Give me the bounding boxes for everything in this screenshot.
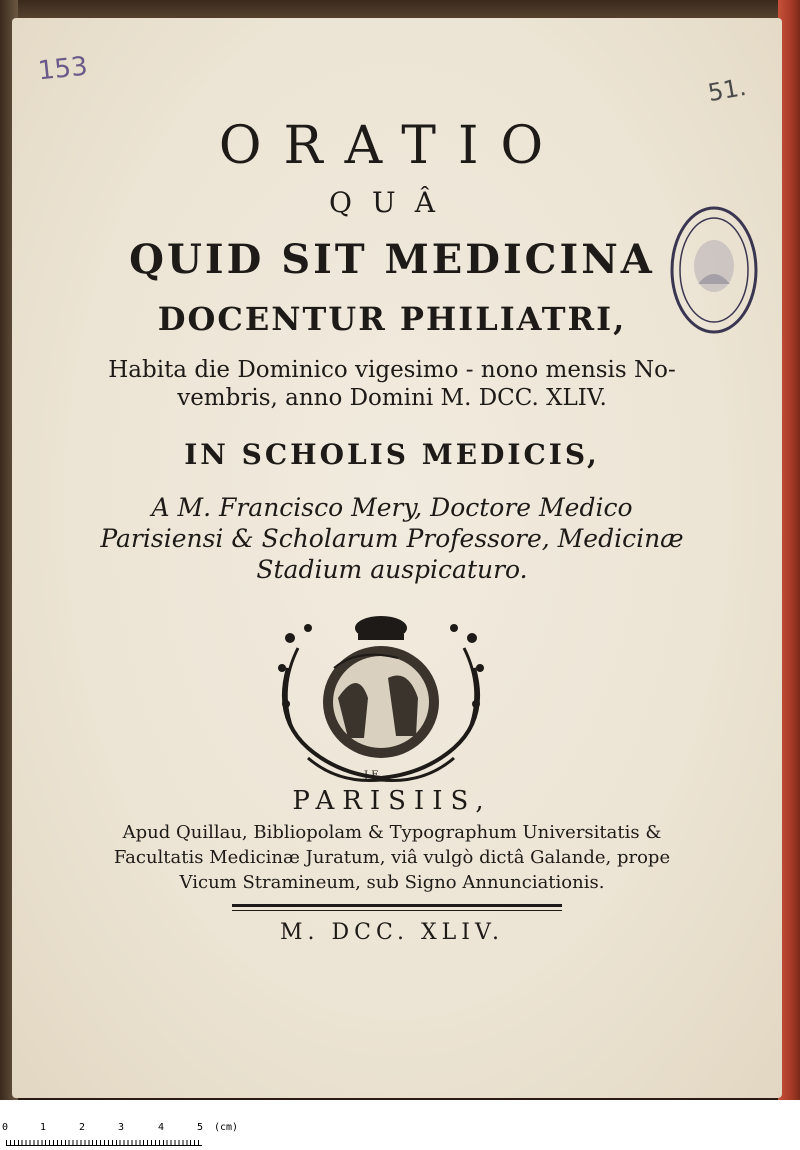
scale-unit: (cm) xyxy=(214,1122,239,1133)
author-line-1: A M. Francisco Mery, Doctore Medico xyxy=(151,493,633,522)
scale-label-1: 1 xyxy=(40,1122,47,1133)
scale-label-3: 3 xyxy=(118,1122,125,1133)
scale-numbers xyxy=(2,1122,242,1134)
scale-ruler xyxy=(6,1135,202,1146)
title-philiatri: DOCENTUR PHILIATRI, xyxy=(157,300,627,338)
publisher-line-2: Facultatis Medicinæ Juratum, viâ vulgò dictâ Galande, prope xyxy=(113,847,671,868)
title-qua: QUÂ xyxy=(329,186,455,219)
title-oratio: ORATIO xyxy=(218,116,566,176)
folio-number: 51. xyxy=(705,72,749,108)
printer-vignette-icon xyxy=(268,608,494,784)
title-page xyxy=(12,18,782,1098)
subtitle-line-1: Habita die Dominico vigesimo - nono mensis No- xyxy=(108,357,676,383)
imprint-date: M. DCC. XLIV. xyxy=(279,920,505,945)
scale-label-2: 2 xyxy=(79,1122,86,1133)
author-line-2: Parisiensi & Scholarum Professore, Medicinæ xyxy=(100,524,684,553)
manuscript-number: 153 xyxy=(36,51,90,87)
double-rule-divider xyxy=(232,904,562,911)
cm-scale xyxy=(2,1118,262,1148)
location-line: IN SCHOLIS MEDICIS, xyxy=(184,438,600,471)
subtitle-line-2: vembris, anno Domini M. DCC. XLIV. xyxy=(177,385,607,411)
author-line-3: Stadium auspicaturo. xyxy=(256,555,528,584)
scale-label-4: 4 xyxy=(158,1122,165,1133)
scale-label-5: 5 xyxy=(197,1122,204,1133)
publisher-line-3: Vicum Stramineum, sub Signo Annunciationis. xyxy=(179,872,605,893)
vignette-initials: J F xyxy=(364,770,379,781)
publisher-line-1: Apud Quillau, Bibliopolam & Typographum Universitatis & xyxy=(122,822,662,843)
title-medicina: QUID SIT MEDICINA xyxy=(129,236,655,283)
imprint-place: PARISIIS, xyxy=(292,786,492,816)
scale-label-0: 0 xyxy=(2,1122,9,1133)
